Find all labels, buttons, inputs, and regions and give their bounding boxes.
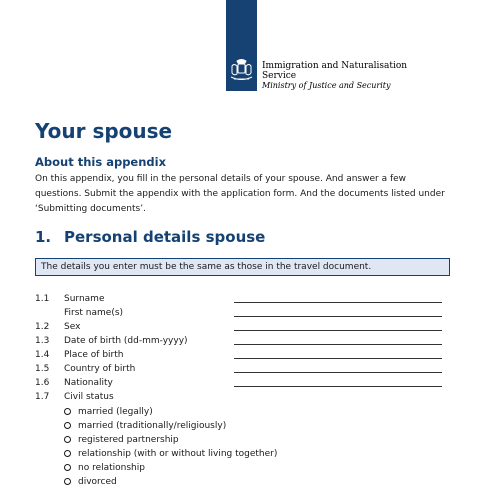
- field-label: Place of birth: [64, 350, 124, 360]
- radio-button[interactable]: [64, 436, 71, 443]
- field-number: 1.2: [35, 322, 50, 332]
- org-line-1: Immigration and Naturalisation: [262, 61, 408, 71]
- page-title: Your spouse: [35, 119, 173, 143]
- section-heading: [35, 228, 265, 246]
- radio-button[interactable]: [64, 464, 71, 471]
- field-number: 1.4: [35, 350, 50, 360]
- field-number: 1.3: [35, 336, 50, 346]
- field-number: 1.6: [35, 378, 50, 388]
- option-label: relationship (with or without living together): [78, 449, 278, 459]
- field-number: 1.5: [35, 364, 50, 374]
- field-label: Nationality: [64, 378, 113, 388]
- field-civil-status: [35, 390, 445, 404]
- field-place-of-birth: [35, 348, 445, 362]
- field-nationality: [35, 376, 445, 390]
- radio-button[interactable]: [64, 408, 71, 415]
- place-of-birth-input-line[interactable]: [234, 358, 442, 359]
- field-number: 1.7: [35, 392, 50, 402]
- coat-of-arms-icon: [228, 58, 255, 84]
- org-line-2: Service: [262, 71, 297, 81]
- option-label: no relationship: [78, 463, 145, 473]
- surname-input-line[interactable]: [234, 302, 442, 303]
- field-first-names: [35, 306, 445, 320]
- radio-button[interactable]: [64, 450, 71, 457]
- field-surname: [35, 292, 445, 306]
- nationality-input-line[interactable]: [234, 386, 442, 387]
- section-title: Personal details spouse: [64, 228, 266, 246]
- radio-button[interactable]: [64, 422, 71, 429]
- option-label: divorced: [78, 477, 117, 487]
- appendix-heading: About this appendix: [35, 155, 166, 169]
- field-number: 1.1: [35, 294, 50, 304]
- field-country-of-birth: [35, 362, 445, 376]
- field-label: Country of birth: [64, 364, 136, 374]
- sex-input-line[interactable]: [234, 330, 442, 331]
- field-label: Sex: [64, 322, 81, 332]
- radio-button[interactable]: [64, 478, 71, 485]
- organisation-name: [262, 61, 407, 91]
- option-label: registered partnership: [78, 435, 179, 445]
- date-of-birth-input-line[interactable]: [234, 344, 442, 345]
- logo-bar: [226, 0, 257, 91]
- intro-text: On this appendix, you fill in the personal details of your spouse. And answer a few questions. Submit the appendix with the application form. And the documents listed under ‘Submitting documents’.: [35, 174, 445, 214]
- option-label: married (traditionally/religiously): [78, 421, 227, 431]
- country-of-birth-input-line[interactable]: [234, 372, 442, 373]
- field-label: Surname: [64, 294, 105, 304]
- field-label: Civil status: [64, 392, 114, 402]
- section-number: 1.: [35, 228, 52, 246]
- option-label: married (legally): [78, 407, 153, 417]
- notice-box: The details you enter must be the same as those in the travel document.: [35, 258, 450, 276]
- field-label: First name(s): [64, 308, 124, 318]
- field-date-of-birth: [35, 334, 445, 348]
- ministry-name: Ministry of Justice and Security: [262, 81, 391, 90]
- field-label: Date of birth (dd-mm-yyyy): [64, 336, 188, 346]
- field-sex: [35, 320, 445, 334]
- first-names-input-line[interactable]: [234, 316, 442, 317]
